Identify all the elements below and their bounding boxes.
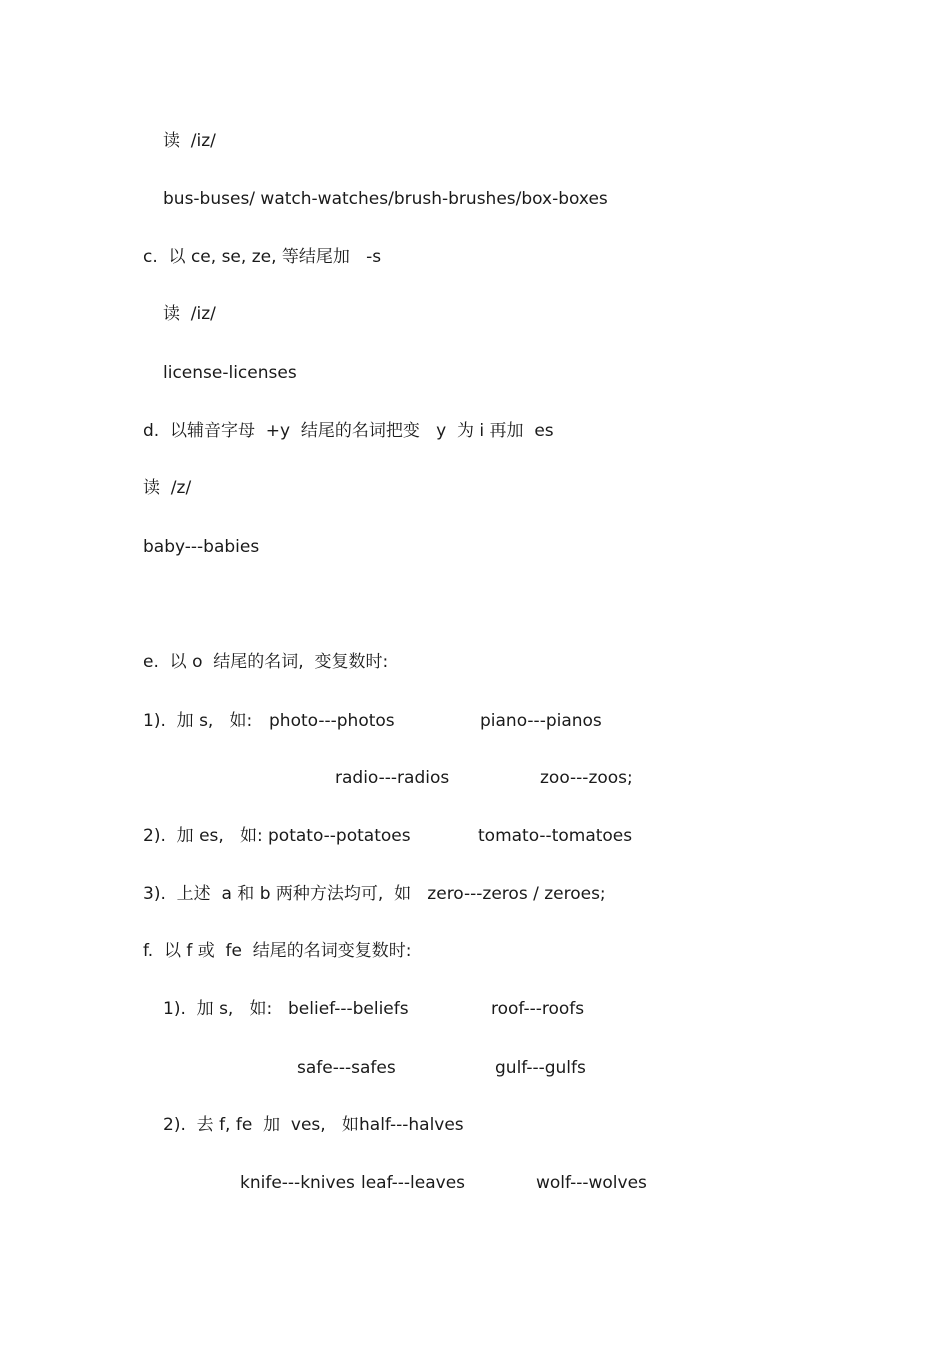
pronunciation-iz-1: 读 /iz/ [163, 131, 216, 151]
example-gulf: gulf---gulfs [495, 1058, 586, 1078]
example-photo: photo---photos [269, 711, 395, 731]
example-tomato: tomato--tomatoes [478, 826, 633, 846]
pronunciation-z: 读 /z/ [143, 478, 192, 498]
example-zoo: zoo---zoos; [540, 768, 633, 788]
example-safe: safe---safes [297, 1058, 396, 1078]
example-knife: knife---knives [240, 1173, 355, 1193]
example-piano: piano---pianos [480, 711, 602, 731]
example-roof: roof---roofs [491, 999, 585, 1019]
example-belief: belief---beliefs [288, 999, 409, 1019]
rule-e1-label: 1). 加 s, 如: [143, 711, 253, 731]
rule-f1-label: 1). 加 s, 如: [163, 999, 273, 1019]
example-potato: potato--potatoes [268, 826, 411, 846]
example-wolf: wolf---wolves [536, 1173, 647, 1193]
example-baby: baby---babies [143, 537, 260, 557]
pronunciation-iz-2: 读 /iz/ [163, 304, 216, 324]
rule-e2-label: 2). 加 es, 如: [143, 826, 263, 846]
example-half: half---halves [359, 1115, 464, 1135]
rule-c-heading: c. 以 ce, se, ze, 等结尾加 -s [143, 247, 382, 267]
example-radio: radio---radios [335, 768, 450, 788]
rule-f-heading: f. 以 f 或 fe 结尾的名词变复数时: [143, 941, 412, 961]
rule-e3-line: 3). 上述 a 和 b 两种方法均可, 如 zero---zeros / zeroes; [143, 884, 606, 904]
example-leaf: leaf---leaves [361, 1173, 466, 1193]
rule-d-heading: d. 以辅音字母 +y 结尾的名词把变 y 为 i 再加 es [143, 421, 554, 441]
rule-f2-label: 2). 去 f, fe 加 ves, 如: [163, 1115, 365, 1135]
example-license: license-licenses [163, 363, 297, 383]
example-es-words: bus-buses/ watch-watches/brush-brushes/box-boxes [163, 189, 608, 209]
rule-e-heading: e. 以 o 结尾的名词, 变复数时: [143, 652, 389, 672]
